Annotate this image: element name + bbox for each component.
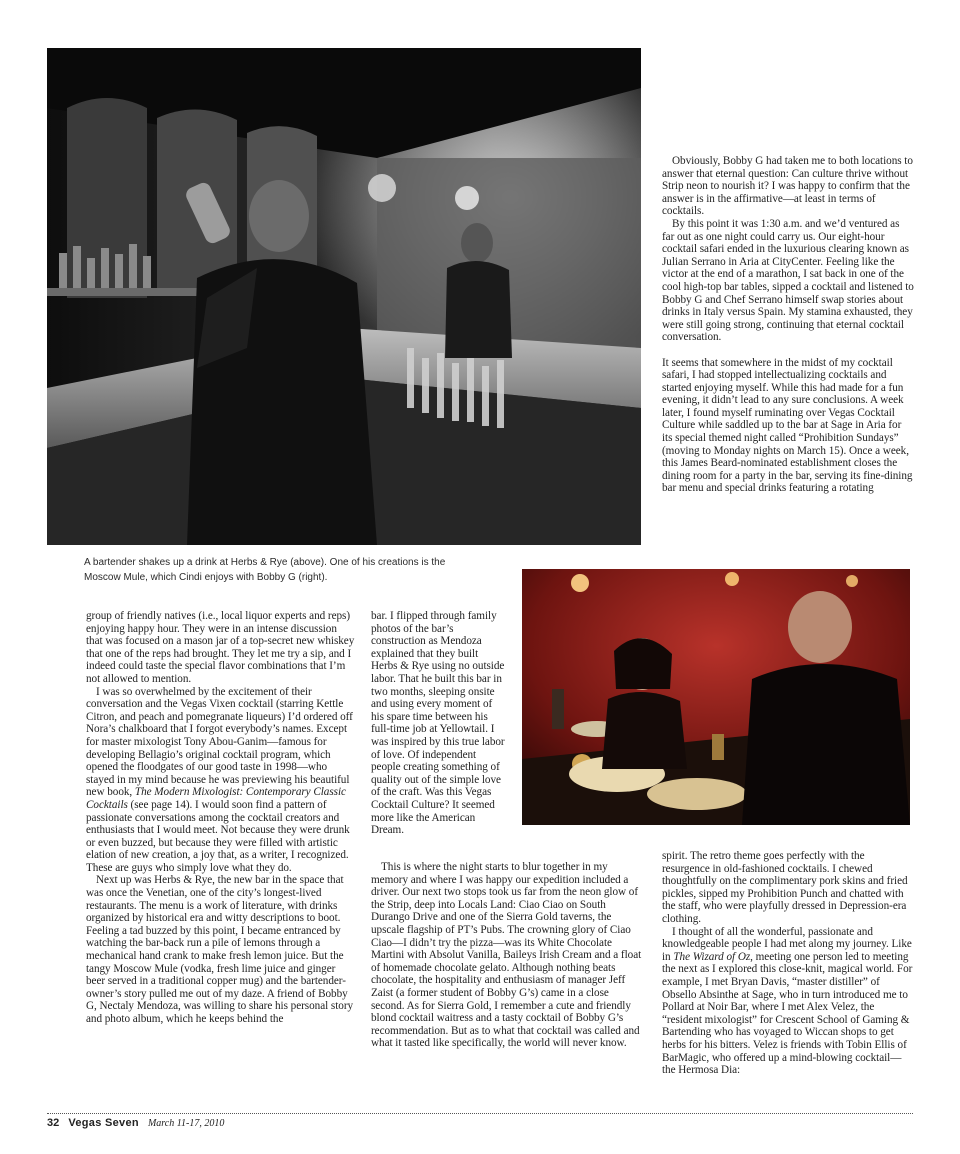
bartender-photo-graphic <box>47 48 641 545</box>
paragraph: Obviously, Bobby G had taken me to both locations to answer that eternal question: Can culture thrive without Strip neon to nourish it? I was happy to confirm that the answer is in the affirmative—at least in terms of cocktails. <box>662 155 913 218</box>
text-run: , meeting one person led to meeting the next as I explored this close-knit, magical world. For example, I met Bryan Davis, “master distiller” of Obsello Absinthe at Sage, who in turn introduced me to Pollard at Noir Bar, where I met Alex Velez, the “resident mixologist” for Crescent School of Gaming & Bartending who has voyaged to Wiccan shops to get herbs for his bitters. Velez is friends with Tobin Ellis of BarMagic, who offered up a mind-blowing cocktail—the Hermosa Dia: <box>662 950 913 1077</box>
dinner-photo <box>522 569 910 825</box>
paragraph: It seems that somewhere in the midst of my cocktail safari, I had stopped intellectualizing cocktails and started enjoying myself. While this had made for a fun evening, it didn’t lead to any sure conclusions. A week later, I found myself ruminating over Vegas Cocktail Culture while saddled up to the bar at Sage in Aria for its special themed night called “Prohibition Sundays” (moving to Monday nights on March 15). Once a week, this James Beard-nominated establishment closes the dining room for a party in the bar, serving its fine-dining bar menu and special drinks featuring a rotating <box>662 356 913 495</box>
caption-line: A bartender shakes up a drink at Herbs & Rye (above). One of his creations is the <box>84 557 446 568</box>
page-number: 32 <box>47 1117 60 1129</box>
article-column-middle-wide <box>371 861 645 1050</box>
photo-caption <box>84 555 464 585</box>
paragraph: By this point it was 1:30 a.m. and we’d ventured as far out as one night could carry us. Our eight-hour cocktail safari ended in the luxurious clearing known as Julian Serrano in Aria at CityCenter. Feeling like the victor at the end of a marathon, I sat back in one of the cool high-top bar tables, sipped a cocktail and listened to Bobby G and Chef Serrano himself swap stories about drinks in Italy versus Spain. My stamina exhausted, they were still going strong, continuing that eternal cocktail conversation. <box>662 217 914 344</box>
book-title: The Modern Mixologist: Contemporary Classic Cocktails <box>86 786 346 811</box>
paragraph: Next up was Herbs & Rye, the new bar in the space that was once the Venetian, one of the city’s longest-lived restaurants. The menu is a work of literature, with drinks organized by historical era and witty descriptions to boot. Feeling a tad buzzed by this point, I became entranced by watching the bar-back run a pile of lemons through a mechanical hand crank to make fresh lemon juice. But the tangy Moscow Mule (vodka, fresh lime juice and ginger beer served in a traditional copper mug) and the bartender-owner’s story pulled me out of my daze. A friend of Bobby G, Nectaly Mendoza, was willing to share his personal story and photo album, which he keeps behind the <box>86 874 354 1025</box>
paragraph <box>662 926 914 1077</box>
paragraph: bar. I flipped through family photos of the bar’s construction as Mendoza explained that they built Herbs & Rye using no outside labor. That he built this bar in two months, sleeping onsite and using every moment of his spare time between his full-time job at Yellowtail. I was inspired by this true labor of love. Of independent people creating something of quality out of the simple love of the craft. Was this Vegas Cocktail Culture? It seemed more like the American Dream. <box>371 610 505 837</box>
magazine-name: Vegas Seven <box>68 1117 139 1129</box>
text-run: (see page 14). I would soon find a pattern of passionate conversations among the cocktail creators and enthusiasts that I would meet. Not because they were drunk or even buzzed, but because they were filled with artistic elation of new creation, a joy that, as a writer, I recognized. These are guys who simply love what they do. <box>86 798 350 874</box>
text-run: I thought of all the wonderful, passionate and knowledgeable people I had met along my journey. Like in <box>662 925 912 963</box>
paragraph: spirit. The retro theme goes perfectly with the resurgence in old-fashioned cocktails. I chewed thoughtfully on the complimentary pork skins and fried pickles, sipped my Prohibition Punch and chatted with the staff, who were playfully dressed in Depression-era clothing. <box>662 850 908 925</box>
caption-line: Moscow Mule, which Cindi enjoys with Bobby G (right). <box>84 572 328 583</box>
article-column-top-right <box>662 155 914 495</box>
article-column-right <box>662 850 914 1077</box>
dinner-photo-graphic <box>522 569 910 825</box>
article-column-left <box>86 610 356 1026</box>
footer-divider <box>47 1113 913 1114</box>
text-run: I was so overwhelmed by the excitement of their conversation and the Vegas Vixen cocktail (starring Kettle Citron, and peach and pomegranate liqueurs) I’d ordered off Nora’s chalkboard that I forgot everybody’s names. Except for master mixologist Tony Abou-Ganim—famous for developing Bellagio’s original cocktail program, which opened the floodgates of our good taste in 1998—who stayed in my mind because he was previewing his beautiful new book, <box>86 685 353 799</box>
bartender-photo <box>47 48 641 545</box>
paragraph: This is where the night starts to blur together in my memory and where I was happy our expedition included a driver. Our next two stops took us far from the neon glow of the Strip, deep into Locals Land: Ciao Ciao on South Durango Drive and one of the Sierra Gold taverns, the upscale flagship of PT’s Pubs. The crowning glory of Ciao Ciao—I didn’t try the pizza—was its White Chocolate Martini with Absolut Vanilla, Baileys Irish Cream and a float of homemade chocolate gelato. Although nothing beats chocolate, the hospitality and enthusiasm of manager Jeff Zaist (a former student of Bobby G’s) came in a close second. As for Sierra Gold, I remember a cute and friendly blond cocktail waitress and a tasty cocktail of Bobby G’s recommendation. But as to what that cocktail was called and what it tasted like specifically, the world will never know. <box>371 861 642 1050</box>
article-column-middle-narrow <box>371 610 507 837</box>
page-footer <box>47 1117 224 1129</box>
paragraph <box>86 686 356 875</box>
issue-date: March 11-17, 2010 <box>147 1118 225 1129</box>
paragraph: group of friendly natives (i.e., local liquor experts and reps) enjoying happy hour. They were in an intense discussion that was focused on a mason jar of a top-secret new whiskey that one of the reps had brought. They let me try a sip, and I indeed could taste the special flavor combinations that I’m not allowed to mention. <box>86 610 355 685</box>
book-title: The Wizard of Oz <box>673 950 751 963</box>
